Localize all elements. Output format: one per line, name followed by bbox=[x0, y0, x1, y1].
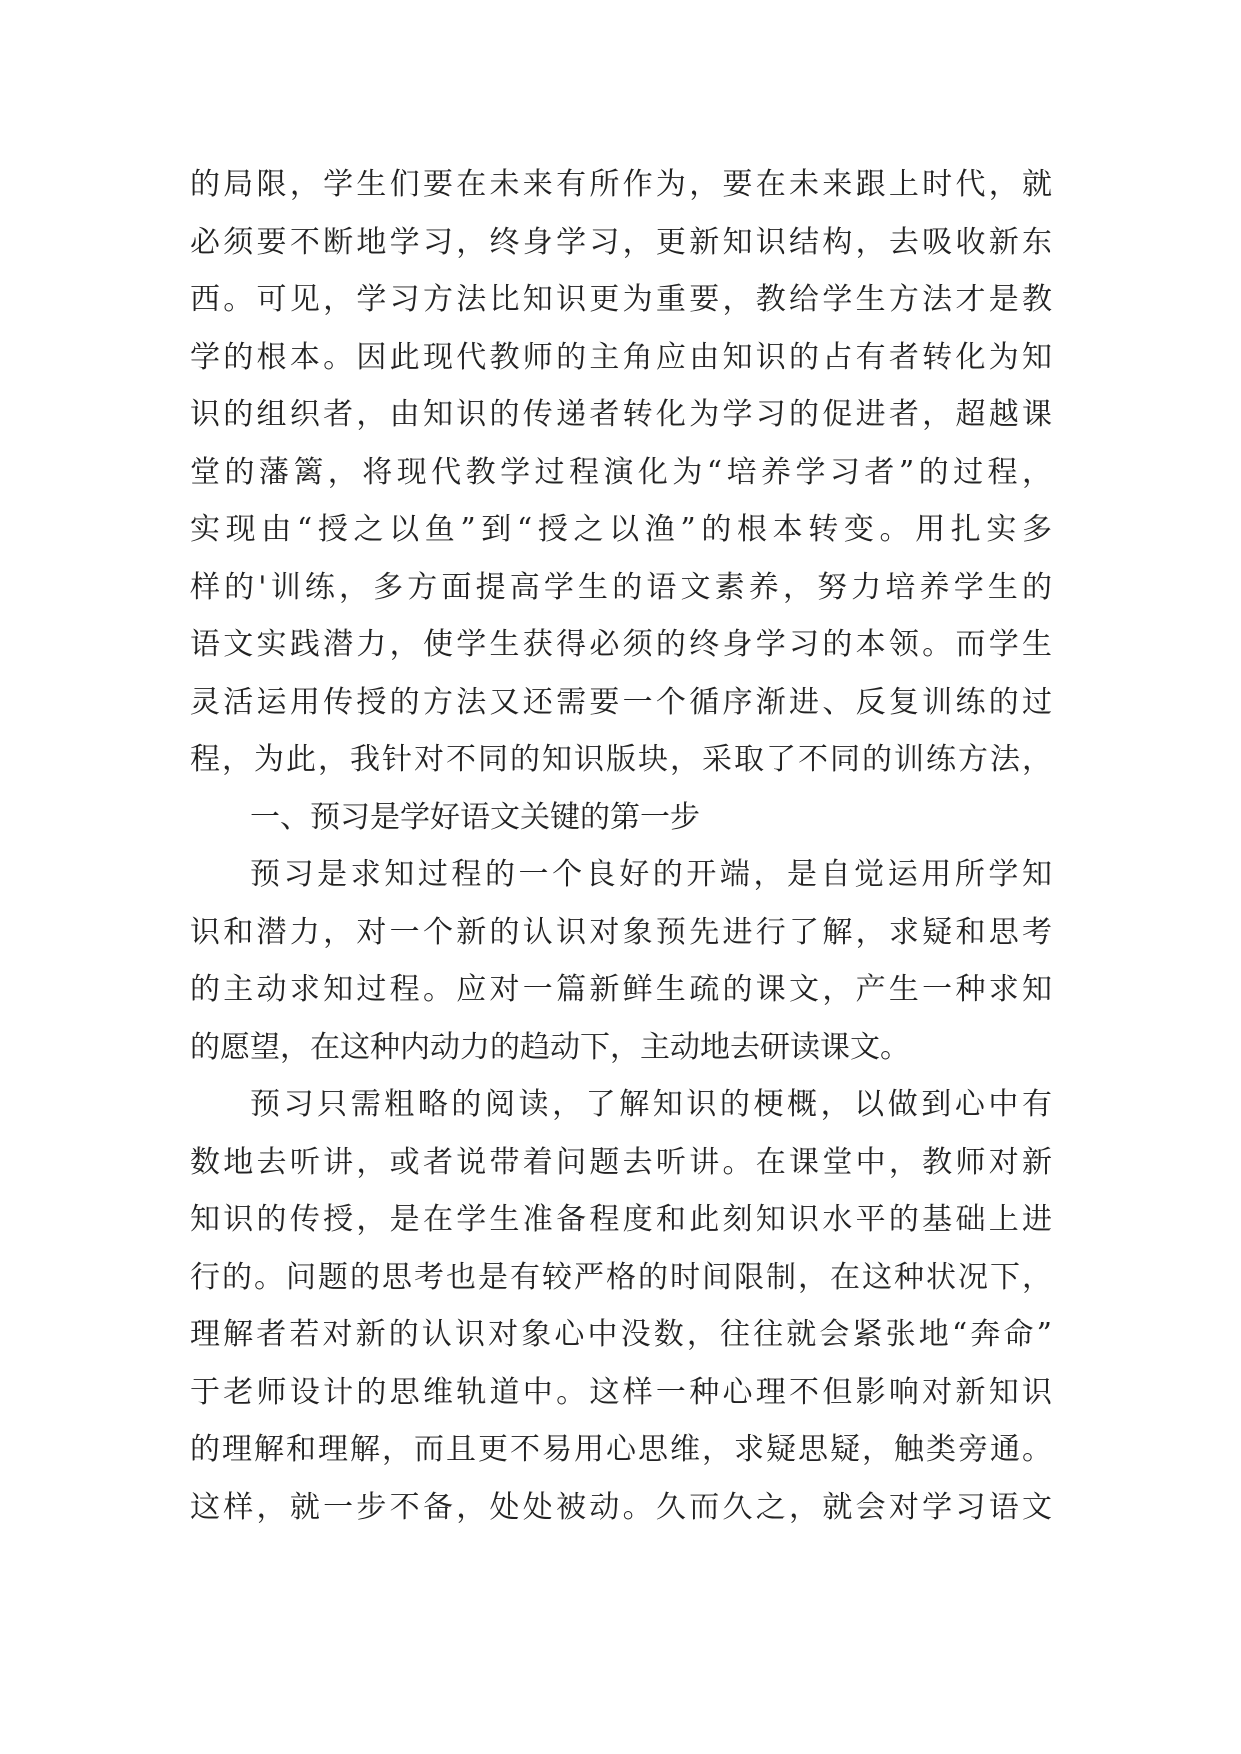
text-line: 的主动求知过程。应对一篇新鲜生疏的课文，产生一种求知 bbox=[190, 972, 1052, 1007]
text-line: 预习只需粗略的阅读，了解知识的梗概，以做到心中有 bbox=[250, 1087, 1052, 1122]
text-line: 这样，就一步不备，处处被动。久而久之，就会对学习语文 bbox=[190, 1489, 1052, 1525]
text-line: 学的根本。因此现代教师的主角应由知识的占有者转化为知 bbox=[190, 339, 1052, 375]
text-line: 于老师设计的思维轨道中。这样一种心理不但影响对新知识 bbox=[190, 1374, 1052, 1410]
text-line: 识和潜力，对一个新的认识对象预先进行了解，求疑和思考 bbox=[190, 914, 1052, 950]
text-line: 识的组织者，由知识的传递者转化为学习的促进者，超越课 bbox=[190, 397, 1052, 432]
text-line: 数地去听讲，或者说带着问题去听讲。在课堂中，教师对新 bbox=[190, 1144, 1052, 1180]
text-line: 的愿望，在这种内动力的趋动下，主动地去研读课文。 bbox=[190, 1029, 910, 1065]
text-line: 语文实践潜力，使学生获得必须的终身学习的本领。而学生 bbox=[190, 627, 1052, 662]
text-line: 必须要不断地学习，终身学习，更新知识结构，去吸收新东 bbox=[190, 224, 1052, 260]
text-line: 实现由“授之以鱼”到“授之以渔”的根本转变。用扎实多 bbox=[190, 512, 1052, 547]
section-heading: 一、预习是学好语文关键的第一步 bbox=[250, 799, 700, 835]
text-line: 知识的传授，是在学生准备程度和此刻知识水平的基础上进 bbox=[190, 1202, 1052, 1237]
text-line: 理解者若对新的认识对象心中没数，往往就会紧张地“奔命” bbox=[190, 1317, 1052, 1352]
text-line: 的理解和理解，而且更不易用心思维，求疑思疑，触类旁通。 bbox=[190, 1432, 1052, 1467]
text-line: 灵活运用传授的方法又还需要一个循序渐进、反复训练的过 bbox=[190, 684, 1052, 720]
text-line: 西。可见，学习方法比知识更为重要，教给学生方法才是教 bbox=[190, 282, 1052, 317]
text-line: 预习是求知过程的一个良好的开端，是自觉运用所学知 bbox=[250, 857, 1052, 892]
text-line: 程，为此，我针对不同的知识版块，采取了不同的训练方法， bbox=[190, 742, 1052, 777]
text-line: 样的'训练，多方面提高学生的语文素养，努力培养学生的 bbox=[190, 569, 1052, 605]
text-line: 行的。问题的思考也是有较严格的时间限制，在这种状况下， bbox=[190, 1259, 1052, 1295]
text-line: 堂的藩篱，将现代教学过程演化为“培养学习者”的过程， bbox=[190, 454, 1052, 490]
text-line: 的局限，学生们要在未来有所作为，要在未来跟上时代，就 bbox=[190, 167, 1052, 202]
body-text bbox=[190, 156, 1052, 1536]
